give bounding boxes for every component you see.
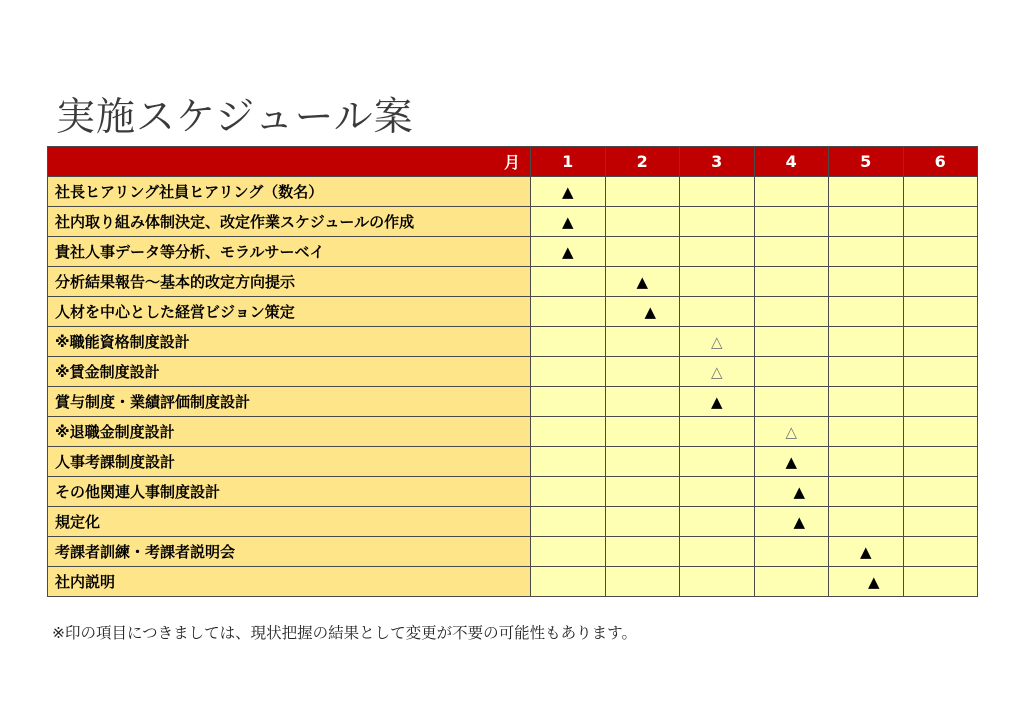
table-row: [48, 447, 978, 477]
month-cell-1: [531, 237, 606, 267]
month-cell-2: [605, 537, 680, 567]
month-cell-3: [680, 207, 755, 237]
month-cell-2: [605, 447, 680, 477]
month-cell-4: [754, 207, 829, 237]
table-row: [48, 537, 978, 567]
month-cell-2: [605, 477, 680, 507]
milestone-mark: ▲: [561, 182, 574, 201]
month-cell-1: [531, 297, 606, 327]
month-cell-4: [754, 297, 829, 327]
task-label: 社内取り組み体制決定、改定作業スケジュールの作成: [48, 207, 531, 237]
month-cell-2: [605, 327, 680, 357]
month-cell-1: [531, 477, 606, 507]
month-cell-5: [829, 297, 904, 327]
month-cell-1: [531, 387, 606, 417]
month-cell-5: [829, 327, 904, 357]
month-cell-2: [605, 417, 680, 447]
header-row: [48, 147, 978, 177]
month-cell-4: [754, 387, 829, 417]
month-cell-1: [531, 417, 606, 447]
table-row: [48, 327, 978, 357]
month-cell-6: [903, 327, 978, 357]
month-cell-6: [903, 537, 978, 567]
header-month-4: 4: [754, 147, 829, 177]
month-cell-5: [829, 207, 904, 237]
task-label: 規定化: [48, 507, 531, 537]
month-cell-4: [754, 417, 829, 447]
optional-milestone-mark: △: [710, 332, 723, 351]
header-month-3: 3: [680, 147, 755, 177]
month-cell-6: [903, 237, 978, 267]
month-cell-1: [531, 177, 606, 207]
task-label: 社長ヒアリング社員ヒアリング（数名）: [48, 177, 531, 207]
header-month-2: 2: [605, 147, 680, 177]
month-cell-6: [903, 207, 978, 237]
month-cell-4: [754, 537, 829, 567]
table-row: [48, 297, 978, 327]
schedule-table: [47, 146, 978, 597]
month-cell-2: [605, 267, 680, 297]
header-month-label: 月: [48, 147, 531, 177]
month-cell-3: [680, 387, 755, 417]
optional-milestone-mark: △: [710, 362, 723, 381]
month-cell-3: [680, 357, 755, 387]
month-cell-3: [680, 537, 755, 567]
table-row: [48, 417, 978, 447]
page-title: 実施スケジュール案: [56, 95, 414, 140]
month-cell-1: [531, 447, 606, 477]
month-cell-2: [605, 207, 680, 237]
month-cell-1: [531, 357, 606, 387]
month-cell-6: [903, 267, 978, 297]
month-cell-5: [829, 537, 904, 567]
month-cell-5: [829, 447, 904, 477]
task-label: ※賃金制度設計: [48, 357, 531, 387]
month-cell-4: [754, 447, 829, 477]
month-cell-2: [605, 507, 680, 537]
month-cell-3: [680, 327, 755, 357]
milestone-mark: ▲: [859, 542, 872, 561]
table-row: [48, 477, 978, 507]
month-cell-2: [605, 297, 680, 327]
task-label: その他関連人事制度設計: [48, 477, 531, 507]
milestone-mark: ▲: [793, 482, 806, 501]
month-cell-5: [829, 237, 904, 267]
milestone-mark: ▲: [793, 512, 806, 531]
header-month-6: 6: [903, 147, 978, 177]
table-row: [48, 177, 978, 207]
month-cell-6: [903, 507, 978, 537]
month-cell-1: [531, 537, 606, 567]
milestone-mark: ▲: [710, 392, 723, 411]
month-cell-3: [680, 297, 755, 327]
month-cell-3: [680, 507, 755, 537]
month-cell-4: [754, 357, 829, 387]
month-cell-4: [754, 327, 829, 357]
schedule-body: [48, 177, 978, 597]
month-cell-4: [754, 177, 829, 207]
month-cell-6: [903, 297, 978, 327]
task-label: 貴社人事データ等分析、モラルサーベイ: [48, 237, 531, 267]
month-cell-3: [680, 177, 755, 207]
month-cell-2: [605, 387, 680, 417]
month-cell-5: [829, 567, 904, 597]
month-cell-3: [680, 567, 755, 597]
month-cell-6: [903, 357, 978, 387]
month-cell-6: [903, 567, 978, 597]
month-cell-5: [829, 387, 904, 417]
month-cell-5: [829, 507, 904, 537]
month-cell-3: [680, 237, 755, 267]
month-cell-4: [754, 267, 829, 297]
month-cell-5: [829, 477, 904, 507]
optional-milestone-mark: △: [785, 422, 798, 441]
milestone-mark: ▲: [561, 242, 574, 261]
month-cell-2: [605, 567, 680, 597]
month-cell-3: [680, 267, 755, 297]
task-label: ※退職金制度設計: [48, 417, 531, 447]
month-cell-1: [531, 267, 606, 297]
month-cell-3: [680, 417, 755, 447]
month-cell-5: [829, 417, 904, 447]
milestone-mark: ▲: [636, 272, 649, 291]
table-row: [48, 207, 978, 237]
month-cell-5: [829, 267, 904, 297]
table-row: [48, 507, 978, 537]
task-label: 社内説明: [48, 567, 531, 597]
month-cell-2: [605, 177, 680, 207]
month-cell-4: [754, 567, 829, 597]
header-month-1: 1: [531, 147, 606, 177]
month-cell-3: [680, 477, 755, 507]
table-row: [48, 267, 978, 297]
table-row: [48, 357, 978, 387]
milestone-mark: ▲: [867, 572, 880, 591]
month-cell-4: [754, 477, 829, 507]
task-label: 考課者訓練・考課者説明会: [48, 537, 531, 567]
month-cell-6: [903, 447, 978, 477]
milestone-mark: ▲: [785, 452, 798, 471]
month-cell-1: [531, 507, 606, 537]
month-cell-2: [605, 357, 680, 387]
table-row: [48, 237, 978, 267]
month-cell-6: [903, 387, 978, 417]
table-row: [48, 567, 978, 597]
milestone-mark: ▲: [644, 302, 657, 321]
task-label: ※職能資格制度設計: [48, 327, 531, 357]
month-cell-5: [829, 177, 904, 207]
milestone-mark: ▲: [561, 212, 574, 231]
month-cell-1: [531, 567, 606, 597]
month-cell-6: [903, 177, 978, 207]
month-cell-1: [531, 207, 606, 237]
month-cell-5: [829, 357, 904, 387]
task-label: 人材を中心とした経営ビジョン策定: [48, 297, 531, 327]
month-cell-2: [605, 237, 680, 267]
footnote: ※印の項目につきましては、現状把握の結果として変更が不要の可能性もあります。: [52, 624, 637, 642]
month-cell-3: [680, 447, 755, 477]
task-label: 賞与制度・業績評価制度設計: [48, 387, 531, 417]
task-label: 人事考課制度設計: [48, 447, 531, 477]
month-cell-1: [531, 327, 606, 357]
header-month-5: 5: [829, 147, 904, 177]
task-label: 分析結果報告～基本的改定方向提示: [48, 267, 531, 297]
month-cell-4: [754, 237, 829, 267]
month-cell-4: [754, 507, 829, 537]
month-cell-6: [903, 417, 978, 447]
table-row: [48, 387, 978, 417]
month-cell-6: [903, 477, 978, 507]
